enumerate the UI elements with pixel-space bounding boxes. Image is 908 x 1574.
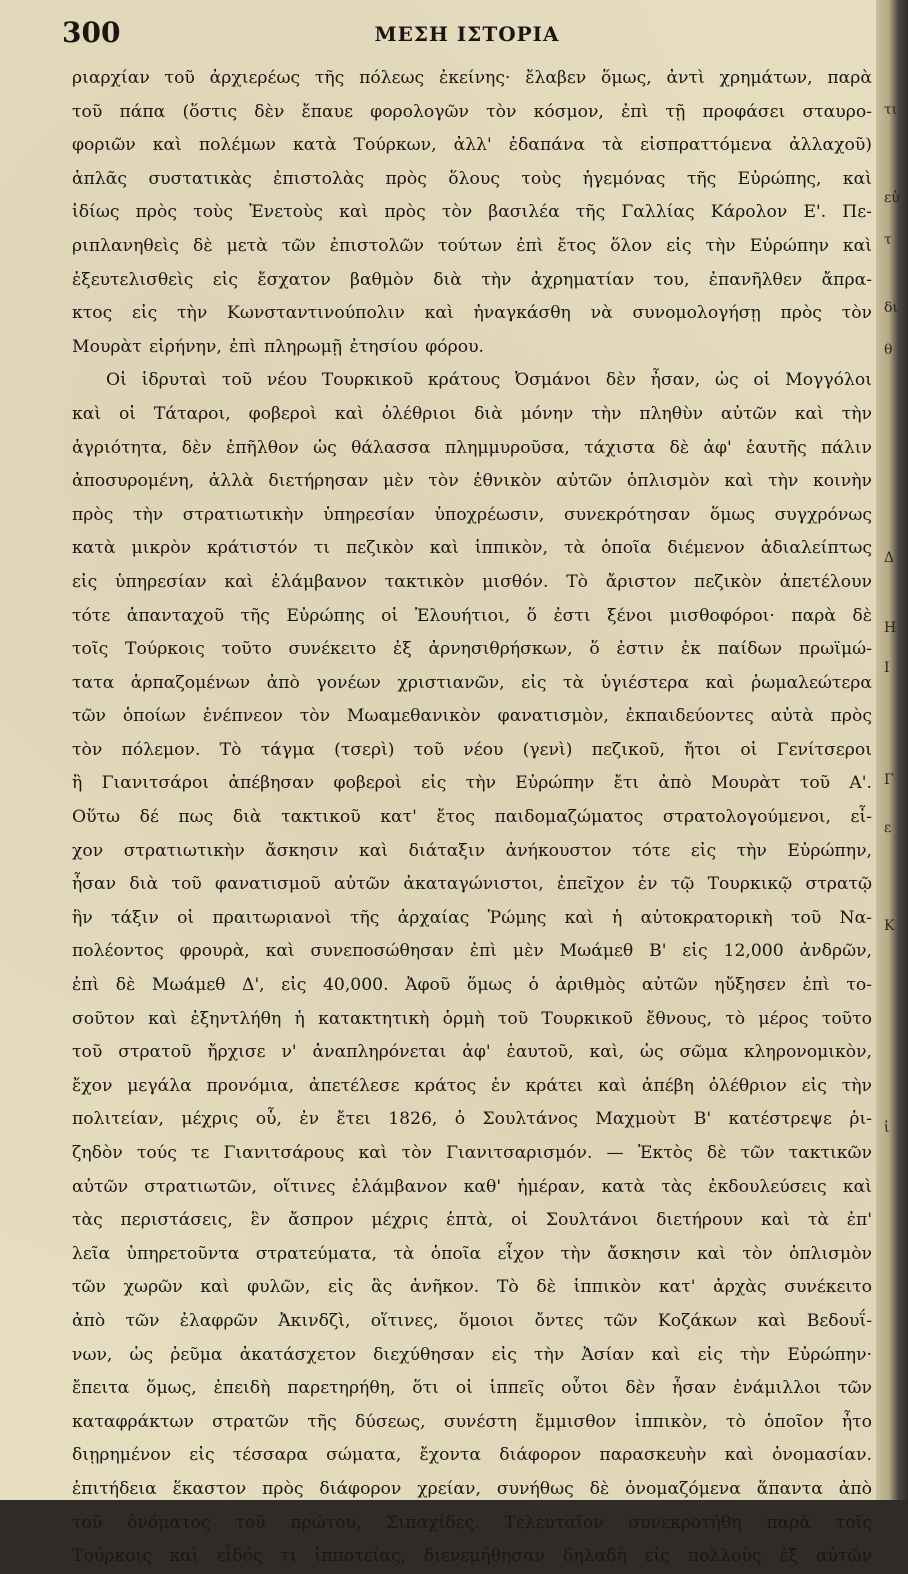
text-line: ἦσαν διὰ τοῦ φανατισμοῦ αὐτῶν ἀκαταγώνιστοι, ἐπεῖχον ἐν τῷ Τουρκικῷ στρατῷ xyxy=(72,874,872,895)
text-line: τατα ἁρπαζομένων ἀπὸ γονέων χριστιανῶν, εἰς τὰ ὑγιέστερα καὶ ῥωμαλεώτερα xyxy=(72,672,872,693)
text-line: ἐπὶ δὲ Μωάμεθ Δ', εἰς 40,000. Ἀφοῦ ὅμως ὁ ἀριθμὸς αὐτῶν ηὔξησεν ἐπὶ το- xyxy=(72,975,872,996)
text-line: διῃρημένον εἰς τέσσαρα σώματα, ἔχοντα διάφορον παρασκευὴν καὶ ὀνομασίαν. xyxy=(72,1445,872,1466)
text-line: Τούρκοις καὶ εἶδός τι ἱπποτείας, διενεμήθησαν δηλαδὴ εἰς πολλοὺς ἐξ αὐτῶν xyxy=(72,1546,872,1567)
text-line: λεῖα ὑπηρετοῦντα στρατεύματα, τὰ ὁποῖα εἶχον τὴν ἄσκησιν καὶ τὸν ὁπλισμὸν xyxy=(72,1243,872,1264)
text-line: αὐτῶν στρατιωτῶν, οἵτινες ἐλάμβανον καθ' ἡμέραν, κατὰ τὰς ἐκδουλεύσεις καὶ xyxy=(72,1176,872,1197)
edge-fragment: Κ xyxy=(884,918,895,934)
edge-fragment: ε xyxy=(884,820,892,836)
text-line: ριπλανηθεὶς δὲ μετὰ τῶν ἐπιστολῶν τούτων ἐπὶ ἔτος ὅλον εἰς τὴν Εὐρώπην καὶ xyxy=(72,235,872,256)
text-line: τὰς περιστάσεις, ἓν ἄσπρον μέχρις ἑπτὰ, οἱ Σουλτάνοι διετήρουν καὶ τὰ ἐπ' xyxy=(72,1210,872,1231)
text-line: ἀποσυρομένη, ἀλλὰ διετήρησαν μὲν τὸν ἐθνικὸν αὐτῶν ὁπλισμὸν καὶ τὴν κοινὴν xyxy=(72,471,872,492)
text-line: τοῦ ὀνόματος τοῦ πρώτου, Σιπαχίδες. Τελευταῖον συνεκροτήθη παρὰ τοῖς xyxy=(72,1512,872,1533)
edge-fragment: Δ xyxy=(884,550,895,566)
text-line: τοῦ στρατοῦ ἤρχισε ν' ἀναπληρόνεται ἀφ' ἑαυτοῦ, καὶ, ὡς σῶμα κληρονομικὸν, xyxy=(72,1042,872,1063)
text-line: πρὸς τὴν στρατιωτικὴν ὑπηρεσίαν ὑποχρέωσιν, συνεκρότησαν ὅμως συγχρόνως xyxy=(72,504,872,525)
text-line: τῶν ὁποίων ἐνέπνεον τὸν Μωαμεθανικὸν φανατισμὸν, ἐκπαιδεύοντες αὐτὰ πρὸς xyxy=(72,706,872,727)
text-line: πολέοντος φρουρὰ, καὶ συνεποσώθησαν ἐπὶ μὲν Μωάμεθ Β' εἰς 12,000 ἀνδρῶν, xyxy=(72,941,872,962)
text-line: ἣν τάξιν οἱ πραιτωριανοὶ τῆς ἀρχαίας Ῥώμης καὶ ἡ αὐτοκρατορικὴ τοῦ Να- xyxy=(72,907,872,928)
text-line: ἢ Γιανιτσάροι ἀπέβησαν φοβεροὶ εἰς τὴν Εὐρώπην ἔτι ἀπὸ Μουρὰτ τοῦ Α'. xyxy=(72,773,872,794)
text-line: καταφράκτων στρατῶν τῆς δύσεως, συνέστη ἔμμισθον ἱππικὸν, τὸ ὁποῖον ἦτο xyxy=(72,1411,872,1432)
text-line: τοῦ πάπα (ὅστις δὲν ἔπαυε φορολογῶν τὸν κόσμον, ἐπὶ τῇ προφάσει σταυρο- xyxy=(72,101,872,122)
text-line: ἀγριότητα, δὲν ἐπῆλθον ὡς θάλασσα πλημμυροῦσα, τάχιστα δὲ ἀφ' ἑαυτῆς πάλιν xyxy=(72,437,872,458)
text-line: ἔπειτα ὅμως, ἐπειδὴ παρετηρήθη, ὅτι οἱ ἱππεῖς οὗτοι δὲν ἦσαν ἐνάμιλλοι τῶν xyxy=(72,1378,872,1399)
text-line: ἀπὸ τῶν ἐλαφρῶν Ἀκινδζὶ, οἵτινες, ὅμοιοι ὄντες τῶν Κοζάκων καὶ Βεδουΐ- xyxy=(72,1310,872,1331)
text-line: κτος εἰς τὴν Κωνσταντινούπολιν καὶ ἠναγκάσθη νὰ συνομολογήσῃ πρὸς τὸν xyxy=(72,303,872,324)
edge-fragment: ἱ xyxy=(884,1120,890,1136)
body-text xyxy=(72,62,872,1574)
text-line: Μουρὰτ εἰρήνην, ἐπὶ πληρωμῇ ἐτησίου φόρου. xyxy=(72,336,485,357)
text-line: καὶ οἱ Τάταροι, φοβεροὶ καὶ ὀλέθριοι διὰ μόνην τὴν πληθὺν αὐτῶν καὶ τὴν xyxy=(72,403,872,424)
edge-fragment: Ι xyxy=(884,660,890,676)
text-line: τότε ἁπανταχοῦ τῆς Εὐρώπης οἱ Ἐλουήτιοι, ὅ ἐστι ξένοι μισθοφόροι· παρὰ δὲ xyxy=(72,605,872,626)
edge-fragment: Γ xyxy=(884,772,894,788)
edge-fragment: δι xyxy=(884,300,898,316)
edge-fragment: θ xyxy=(884,342,893,358)
page-number: 300 xyxy=(62,16,121,49)
edge-fragment: Η xyxy=(884,620,897,636)
text-line: τῶν χωρῶν καὶ φυλῶν, εἰς ἃς ἀνῆκον. Τὸ δὲ ἱππικὸν κατ' ἀρχὰς συνέκειτο xyxy=(72,1277,872,1298)
text-line: χον στρατιωτικὴν ἄσκησιν καὶ διάταξιν ἀνήκουστον τότε εἰς τὴν Εὐρώπην, xyxy=(72,840,872,861)
text-line: κατὰ μικρὸν κράτιστόν τι πεζικὸν καὶ ἱππικὸν, τὰ ὁποῖα διέμενον ἀδιαλείπτως xyxy=(72,538,872,559)
text-line: Οἱ ἱδρυταὶ τοῦ νέου Τουρκικοῦ κράτους Ὀσμάνοι δὲν ἦσαν, ὡς οἱ Μογγόλοι xyxy=(106,370,872,391)
text-line: ἁπλᾶς συστατικὰς ἐπιστολὰς πρὸς ὅλους τοὺς ἡγεμόνας τῆς Εὐρώπης, καὶ xyxy=(72,168,872,189)
text-line: πολιτείαν, μέχρις οὗ, ἐν ἔτει 1826, ὁ Σουλτάνος Μαχμοὺτ Β' κατέστρεψε ῥι- xyxy=(72,1109,872,1130)
adjacent-page-fragments xyxy=(880,0,906,1500)
text-line: ἰδίως πρὸς τοὺς Ἐνετοὺς καὶ πρὸς τὸν βασιλέα τῆς Γαλλίας Κάρολον Ε'. Πε- xyxy=(72,202,872,223)
text-line: ζηδὸν τούς τε Γιανιτσάρους καὶ τὸν Γιανιτσαρισμόν. — Ἐκτὸς δὲ τῶν τακτικῶν xyxy=(72,1143,872,1163)
text-line: τὸν πόλεμον. Τὸ τάγμα (τσερὶ) τοῦ νέου (γενὶ) πεζικοῦ, ἤτοι οἱ Γενίτσεροι xyxy=(72,739,872,760)
edge-fragment: τ xyxy=(884,232,892,248)
text-line: ἐξευτελισθεὶς εἰς ἔσχατον βαθμὸν διὰ τὴν ἀχρηματίαν του, ἐπανῆλθεν ἄπρα- xyxy=(72,269,872,290)
text-line: ἔχον μεγάλα προνόμια, ἀπετέλεσε κράτος ἐν κράτει καὶ ἀπέβη ὀλέθριον εἰς τὴν xyxy=(72,1075,872,1096)
page-header xyxy=(62,16,872,50)
text-line: ριαρχίαν τοῦ ἀρχιερέως τῆς πόλεως ἐκείνης· ἔλαβεν ὅμως, ἀντὶ χρημάτων, παρὰ xyxy=(72,68,872,88)
running-title: ΜΕΣΗ ΙΣΤΟΡΙΑ xyxy=(374,22,560,46)
text-line: εἰς ὑπηρεσίαν καὶ ἐλάμβανον τακτικὸν μισθόν. Τὸ ἄριστον πεζικὸν ἀπετέλουν xyxy=(72,571,872,592)
text-line: Οὕτω δέ πως διὰ τακτικοῦ κατ' ἔτος παιδομαζώματος στρατολογούμενοι, εἶ- xyxy=(72,807,872,828)
text-line: ἐπιτήδεια ἕκαστον πρὸς διάφορον χρείαν, συνήθως δὲ ὀνομαζόμενα ἅπαντα ἀπὸ xyxy=(72,1478,872,1499)
edge-fragment: τι xyxy=(884,102,898,118)
edge-fragment: εὐ xyxy=(884,190,900,206)
text-line: νων, ὡς ῥεῦμα ἀκατάσχετον διεχύθησαν εἰς τὴν Ἀσίαν καὶ εἰς τὴν Εὐρώπην· xyxy=(72,1344,872,1365)
text-line: φοριῶν καὶ πολέμων κατὰ Τούρκων, ἀλλ' ἐδαπάνα τὰ εἰσπραττόμενα ἀλλαχοῦ) xyxy=(72,135,872,156)
text-line: σοῦτον καὶ ἐξηντλήθη ἡ κατακτητικὴ ὁρμὴ τοῦ Τουρκικοῦ ἔθνους, τὸ μέρος τοῦτο xyxy=(72,1008,872,1029)
text-line: τοῖς Τούρκοις τοῦτο συνέκειτο ἐξ ἀρνησιθρήσκων, ὅ ἐστιν ἐκ παίδων πρωϊμώ- xyxy=(72,639,872,660)
